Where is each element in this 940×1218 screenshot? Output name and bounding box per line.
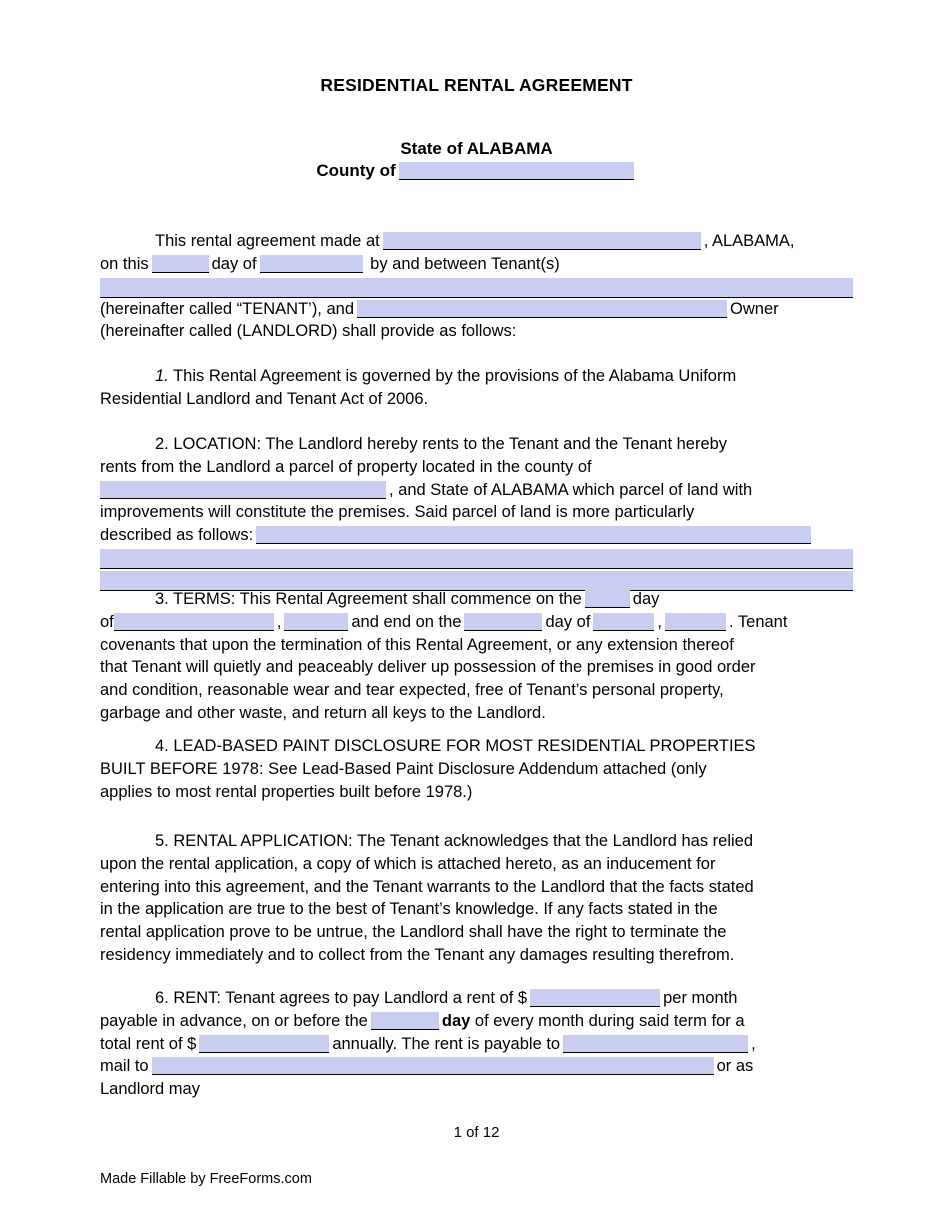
sec6-text-2c: of every month during said term for a <box>474 1011 745 1030</box>
sec3-line-1 <box>100 588 853 611</box>
sec2-text-5a: described as follows: <box>100 526 254 545</box>
sec6-text-4a: mail to <box>100 1057 149 1076</box>
sec6-line-3 <box>100 1033 853 1056</box>
sec6-text-3b: annually. The rent is payable to <box>332 1034 561 1053</box>
sec3-text-2b: , <box>276 612 282 631</box>
sec5-text-3: entering into this agreement, and the Tenant warrants to the Landlord that the facts stated <box>100 877 754 896</box>
sec2-text-3b: , and State of ALABAMA which parcel of land with <box>389 480 753 499</box>
state-line <box>100 139 853 159</box>
end-year-field[interactable] <box>665 613 726 631</box>
sec3-text-4: that Tenant will quietly and peaceably deliver up possession of the premises in good order <box>100 658 756 677</box>
section-3-terms <box>100 588 853 725</box>
sec4-text-1: 4. LEAD-BASED PAINT DISCLOSURE FOR MOST RESIDENTIAL PROPERTIES <box>155 737 756 755</box>
sec2-text-1: 2. LOCATION: The Landlord hereby rents to the Tenant and the Tenant hereby <box>155 435 728 453</box>
state-label: State of ALABAMA <box>400 139 553 158</box>
property-description-field-1[interactable] <box>256 526 811 544</box>
intro-text-1b: , ALABAMA, <box>703 232 795 250</box>
sec1-line-1 <box>100 365 853 388</box>
sec6-line-4 <box>100 1055 853 1078</box>
sec5-text-5: rental application prove to be untrue, the Landlord shall have the right to terminate the <box>100 923 727 942</box>
sec5-line-6 <box>100 944 853 967</box>
sec6-text-5: Landlord may <box>100 1080 200 1099</box>
made-at-city-field[interactable] <box>383 232 701 250</box>
end-day-field[interactable] <box>464 613 542 631</box>
sec4-line-3 <box>100 781 853 804</box>
document-header <box>100 74 853 97</box>
section-1-governing-law <box>100 365 853 411</box>
sec5-text-2: upon the rental application, a copy of which is attached hereto, as an inducement for <box>100 854 716 873</box>
intro-text-1a: This rental agreement made at <box>155 232 380 250</box>
sec3-text-2f: . Tenant <box>729 612 788 631</box>
sec2-line-1 <box>100 433 853 456</box>
intro-line-4 <box>100 298 853 321</box>
sec4-text-3: applies to most rental properties built before 1978.) <box>100 782 473 801</box>
intro-text-2a: on this <box>100 254 149 273</box>
sec3-line-6 <box>100 702 853 725</box>
section-4-lead-paint <box>100 735 853 803</box>
agreement-month-field[interactable] <box>260 255 363 273</box>
monthly-rent-amount-field[interactable] <box>530 989 660 1007</box>
end-month-field[interactable] <box>593 613 654 631</box>
page-title: RESIDENTIAL RENTAL AGREEMENT <box>320 75 633 95</box>
sec6-line-2 <box>100 1010 853 1033</box>
sec6-text-3a: total rent of $ <box>100 1034 197 1053</box>
section-6-rent <box>100 987 853 1101</box>
sec3-text-3: covenants that upon the termination of this Rental Agreement, or any extension thereof <box>100 635 734 654</box>
intro-text-2c: by and between Tenant(s) <box>370 254 560 273</box>
intro-text-5: (hereinafter called (LANDLORD) shall provide as follows: <box>100 322 517 341</box>
sec6-text-3c: , <box>751 1034 756 1053</box>
sec4-text-2: BUILT BEFORE 1978: See Lead-Based Paint Disclosure Addendum attached (only <box>100 759 707 778</box>
rent-due-day-field[interactable] <box>371 1012 439 1030</box>
sec3-text-6: garbage and other waste, and return all keys to the Landlord. <box>100 703 546 722</box>
property-county-field[interactable] <box>100 481 386 499</box>
sec5-line-1 <box>100 830 853 853</box>
sec5-line-2 <box>100 853 853 876</box>
sec6-text-4b: or as <box>716 1057 754 1076</box>
landlord-name-field[interactable] <box>357 300 727 318</box>
sec4-line-2 <box>100 758 853 781</box>
sec5-line-3 <box>100 876 853 899</box>
county-field[interactable] <box>399 162 634 180</box>
sec5-line-4 <box>100 898 853 921</box>
sec3-line-4 <box>100 656 853 679</box>
intro-line-5 <box>100 320 853 343</box>
sec2-text-2: rents from the Landlord a parcel of property located in the county of <box>100 457 592 476</box>
sec3-text-2d: day of <box>545 612 591 631</box>
intro-paragraph <box>100 230 853 343</box>
intro-line-1 <box>100 230 853 253</box>
footer-page-number-line <box>100 1124 853 1142</box>
intro-text-4a: (hereinafter called “TENANT’), and <box>100 299 355 318</box>
sec2-line-5 <box>100 524 853 547</box>
freeforms-credit: Made Fillable by FreeForms.com <box>100 1171 312 1187</box>
intro-text-4b: Owner <box>730 299 779 318</box>
annual-rent-amount-field[interactable] <box>199 1035 329 1053</box>
sec1-number: 1. <box>155 367 169 385</box>
agreement-day-field[interactable] <box>152 255 209 273</box>
sec1-text-2: Residential Landlord and Tenant Act of 2006. <box>100 389 429 408</box>
sec3-text-5: and condition, reasonable wear and tear expected, free of Tenant’s personal property, <box>100 681 724 700</box>
rent-payable-to-field[interactable] <box>563 1035 748 1053</box>
rent-mail-to-field[interactable] <box>152 1057 714 1075</box>
footer-credit-line <box>100 1170 853 1188</box>
sec3-text-2e: , <box>657 612 663 631</box>
sec6-text-1a: 6. RENT: Tenant agrees to pay Landlord a rent of $ <box>155 989 528 1007</box>
sec3-text-2c: and end on the <box>351 612 462 631</box>
sec3-line-3 <box>100 634 853 657</box>
sec5-text-6: residency immediately and to collect from the Tenant any damages resulting therefrom. <box>100 945 735 964</box>
sec3-text-1a: 3. TERMS: This Rental Agreement shall commence on the <box>155 590 582 608</box>
section-2-location <box>100 433 853 591</box>
sec3-line-5 <box>100 679 853 702</box>
intro-line-2 <box>100 253 853 276</box>
sec2-line-2 <box>100 456 853 479</box>
intro-text-2b: day of <box>211 254 257 273</box>
sec1-text-1: This Rental Agreement is governed by the provisions of the Alabama Uniform <box>173 367 737 385</box>
county-line <box>100 161 853 181</box>
sec3-line-2 <box>100 611 853 634</box>
sec6-line-5 <box>100 1078 853 1101</box>
sec4-line-1 <box>100 735 853 758</box>
sec5-text-4: in the application are true to the best of Tenant’s knowledge. If any facts stated in the <box>100 900 718 919</box>
commence-year-field[interactable] <box>284 613 348 631</box>
commence-month-field[interactable] <box>114 613 274 631</box>
sec3-text-2a: of <box>100 612 114 631</box>
sec6-line-1 <box>100 987 853 1010</box>
commence-day-field[interactable] <box>585 590 630 608</box>
sec6-text-1b: per month <box>663 989 738 1007</box>
sec2-line-4 <box>100 501 853 524</box>
sec1-line-2 <box>100 388 853 411</box>
sec6-text-2a: payable in advance, on or before the <box>100 1011 368 1030</box>
tenant-names-field[interactable] <box>100 278 853 298</box>
sec3-text-1b: day <box>632 590 660 608</box>
sec2-text-4: improvements will constitute the premises. Said parcel of land is more particularly <box>100 503 695 522</box>
intro-line-3 <box>100 278 853 298</box>
section-5-rental-application <box>100 830 853 967</box>
sec2-line-3 <box>100 479 853 502</box>
sec5-text-1: 5. RENTAL APPLICATION: The Tenant acknowledges that the Landlord has relied <box>155 832 754 850</box>
sec2-line-6 <box>100 549 853 569</box>
sec5-line-5 <box>100 921 853 944</box>
county-label: County of <box>316 161 396 180</box>
property-description-field-2[interactable] <box>100 549 853 569</box>
sec6-text-2b: day <box>441 1011 471 1030</box>
page-number: 1 of 12 <box>453 1124 500 1141</box>
